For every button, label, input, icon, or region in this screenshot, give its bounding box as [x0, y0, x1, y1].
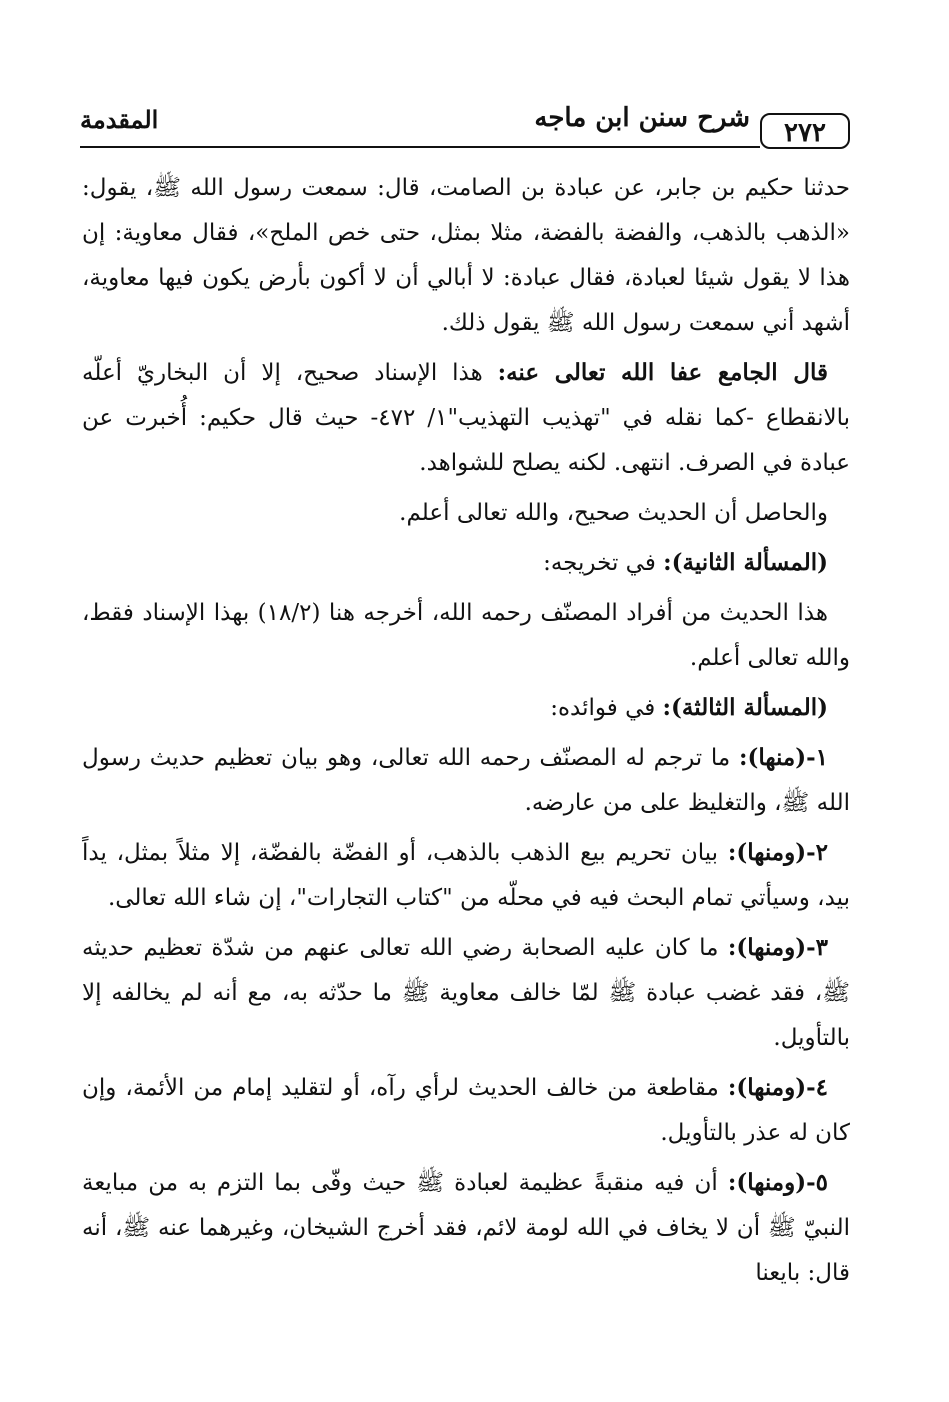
paragraph-lead: ٥-(ومنها): [727, 1169, 828, 1196]
paragraph-text: ما ترجم له المصنّف رحمه الله تعالى، وهو بيان تعظيم حديث رسول الله ﷺ، والتغليظ على من عارضه. [82, 745, 850, 816]
page-header [80, 95, 850, 155]
paragraph [82, 590, 850, 681]
paragraph-text: هذا الحديث من أفراد المصنّف رحمه الله، أخرجه هنا (١٨/٢) بهذا الإسناد فقط، والله تعالى أعلم. [82, 600, 850, 671]
paragraph-text: والحاصل أن الحديث صحيح، والله تعالى أعلم. [399, 500, 828, 526]
section-title: المقدمة [80, 105, 159, 134]
paragraph-text: في تخريجه: [543, 550, 664, 576]
paragraph-text: ما كان عليه الصحابة رضي الله تعالى عنهم من شدّة تعظيم حديثه ﷺ، فقد غضب عبادة ﷺ لمّا خالف معاوية ﷺ ما حدّثه به، مع أنه لم يخالفه إلا بالتأويل. [82, 935, 850, 1051]
paragraph [82, 490, 850, 536]
paragraph-text: بيان تحريم بيع الذهب بالذهب، أو الفضّة بالفضّة، إلا مثلاً بمثل، يداً بيد، وسيأتي تمام البحث فيه في محلّه من "كتاب التجارات"، إن شاء الله تعالى. [82, 840, 850, 911]
paragraph-lead: قال الجامع عفا الله تعالى عنه: [497, 359, 828, 386]
header-rule [80, 146, 760, 148]
paragraph-lead: (المسألة الثالثة): [662, 694, 828, 721]
paragraph-lead: ٣-(ومنها): [727, 934, 828, 961]
page-body [82, 165, 850, 1300]
paragraph [82, 350, 850, 486]
paragraph [82, 925, 850, 1061]
page-number-box: ٢٧٢ [760, 113, 850, 149]
paragraph-lead: ٤-(ومنها): [727, 1074, 828, 1101]
book-title: شرح سنن ابن ماجه [534, 103, 750, 133]
paragraph [82, 685, 850, 731]
paragraph-text: حدثنا حكيم بن جابر، عن عبادة بن الصامت، قال: سمعت رسول الله ﷺ، يقول: «الذهب بالذهب، والفضة بالفضة، مثلا بمثل، حتى خص الملح»، فقال معاوية: إن هذا لا يقول شيئا لعبادة، فقال عبادة: لا أبالي أن لا أكون بأرض يكون فيها معاوية، أشهد أني سمعت رسول الله ﷺ يقول ذلك. [82, 175, 850, 336]
paragraph-lead: ١-(منها): [738, 744, 828, 771]
paragraph [82, 735, 850, 826]
paragraph-text: أن فيه منقبةً عظيمة لعبادة ﷺ حيث وفّى بما التزم به من مبايعة النبيّ ﷺ أن لا يخاف في الله لومة لائم، فقد أخرج الشيخان، وغيرهما عنه ﷺ، أنه قال: بايعنا [82, 1170, 850, 1286]
paragraph [82, 165, 850, 346]
paragraph-lead: (المسألة الثانية): [663, 549, 828, 576]
paragraph-text: هذا الإسناد صحيح، إلا أن البخاريّ أعلّه بالانقطاع -كما نقله في "تهذيب التهذيب"١/ ٤٧٢- حيث قال حكيم: أُخبرت عن عبادة في الصرف. انتهى. لكنه يصلح للشواهد. [82, 360, 851, 476]
paragraph [82, 1065, 850, 1156]
paragraph-text: في فوائده: [550, 695, 663, 721]
paragraph-lead: ٢-(ومنها): [727, 839, 828, 866]
paragraph [82, 830, 850, 921]
paragraph [82, 1160, 850, 1296]
paragraph-text: مقاطعة من خالف الحديث لرأي رآه، أو لتقليد إمام من الأئمة، وإن كان له عذر بالتأويل. [82, 1075, 850, 1146]
paragraph [82, 540, 850, 586]
